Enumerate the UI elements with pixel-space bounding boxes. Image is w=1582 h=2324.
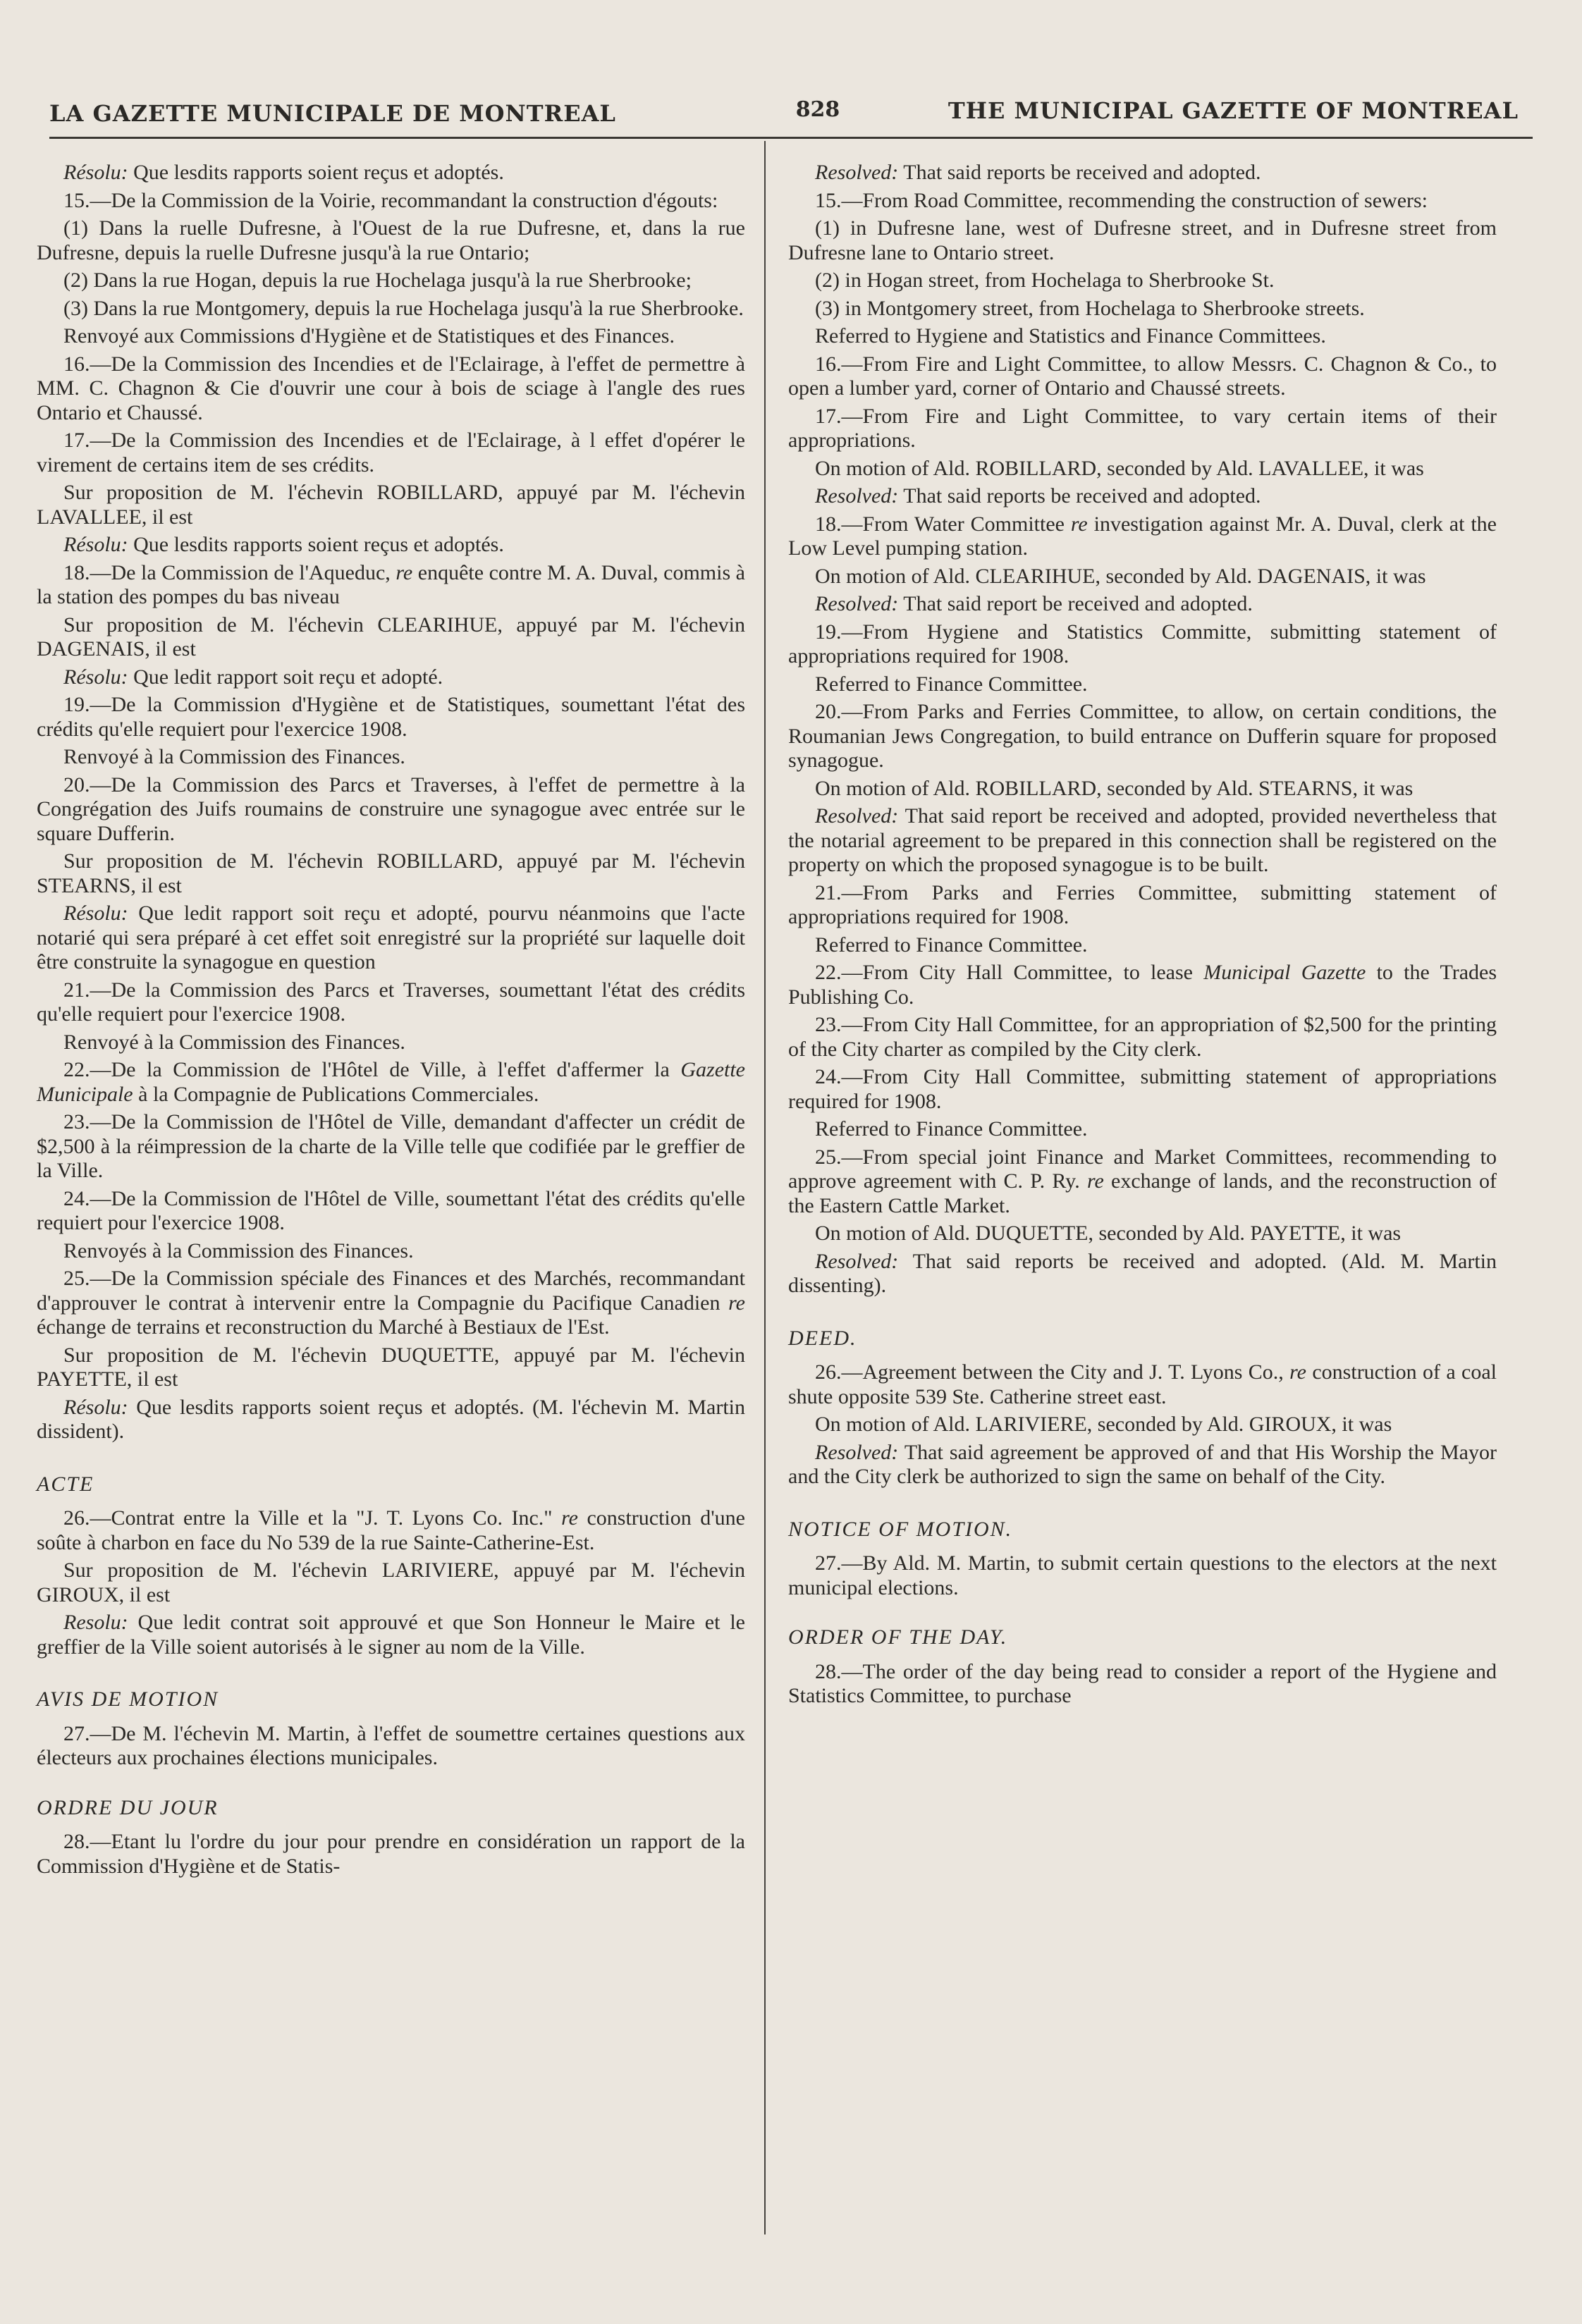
paragraph-text: That said reports be received and adopted. xyxy=(898,161,1261,184)
paragraph: Sur proposition de M. l'échevin ROBILLARD, appuyé par M. l'échevin STEARNS, il est xyxy=(37,849,745,897)
paragraph-text: 26.—Agreement between the City and J. T. Lyons Co., xyxy=(815,1360,1290,1384)
paragraph-text: construction d'une soûte à charbon en face du No 539 de la rue Sainte-Catherine-Est. xyxy=(37,1506,745,1554)
paragraph: 27.—De M. l'échevin M. Martin, à l'effet de soumettre certaines questions aux électeurs aux prochaines élections municipales. xyxy=(37,1721,745,1769)
paragraph xyxy=(37,1396,745,1444)
paragraph-text: 18.—De la Commission de l'Aqueduc, xyxy=(63,560,396,584)
paragraph-text: Que lesdits rapports soient reçus et adoptés. xyxy=(128,161,504,184)
resolution-label: Resolved: xyxy=(815,484,899,508)
paragraph xyxy=(37,1058,745,1107)
publication-title: Municipal Gazette xyxy=(1203,961,1366,984)
paragraph: Renvoyé à la Commission des Finances. xyxy=(63,1030,405,1054)
paragraph: Sur proposition de M. l'échevin CLEARIHUE, appuyé par M. l'échevin DAGENAIS, il est xyxy=(37,613,745,660)
paragraph-text: échange de terrains et reconstruction du Marché à Bestiaux de l'Est. xyxy=(37,1315,610,1339)
paragraph xyxy=(37,561,745,610)
paragraph xyxy=(788,592,1497,617)
paragraph: Referred to Finance Committee. xyxy=(815,933,1088,957)
paragraph: 23.—De la Commission de l'Hôtel de Ville, demandant d'affecter un crédit de $2,500 à la réimpression de la charte de la Ville telle que codifiée par le greffier de la Ville. xyxy=(37,1110,745,1182)
paragraph: (2) Dans la rue Hogan, depuis la rue Hochelaga jusqu'à la rue Sherbrooke; xyxy=(63,269,692,292)
paragraph-text: Que lesdits rapports soient reçus et adoptés. (M. l'échevin M. Martin dissident). xyxy=(37,1395,745,1443)
english-column xyxy=(788,161,1497,1712)
header-title-english: THE MUNICIPAL GAZETTE OF MONTREAL xyxy=(948,97,1519,124)
paragraph-text: 22.—De la Commission de l'Hôtel de Ville, à l'effet d'affermer la xyxy=(63,1058,681,1081)
section-heading: NOTICE OF MOTION. xyxy=(788,1517,1013,1541)
paragraph: 24.—De la Commission de l'Hôtel de Ville, soumettant l'état des crédits qu'elle requiert pour l'exercice 1908. xyxy=(37,1186,745,1234)
paragraph-text: That said report be received and adopted, provided nevertheless that the notarial agreement to be prepared in this connection shall be registered on the property on which the proposed synagogue is to be built. xyxy=(788,804,1497,876)
paragraph: 19.—From Hygiene and Statistics Committe, submitting statement of appropriations required for 1908. xyxy=(788,620,1497,668)
section-heading: AVIS DE MOTION xyxy=(37,1687,219,1711)
paragraph: Sur proposition de M. l'échevin DUQUETTE, appuyé par M. l'échevin PAYETTE, il est xyxy=(37,1343,745,1391)
paragraph: On motion of Ald. CLEARIHUE, seconded by Ald. DAGENAIS, it was xyxy=(815,564,1426,588)
paragraph xyxy=(37,1611,745,1659)
paragraph: 28.—Etant lu l'ordre du jour pour prendre en considération un rapport de la Commission d'Hygiène et de Statis- xyxy=(37,1830,745,1878)
paragraph xyxy=(788,804,1497,878)
resolution-label: Résolu: xyxy=(63,665,128,689)
paragraph: On motion of Ald. ROBILLARD, seconded by Ald. STEARNS, it was xyxy=(815,776,1414,800)
paragraph: 15.—De la Commission de la Voirie, recommandant la construction d'égouts: xyxy=(63,188,718,212)
resolution-label: Résolu: xyxy=(63,533,128,556)
paragraph xyxy=(37,533,745,558)
paragraph: Referred to Hygiene and Statistics and Finance Committees. xyxy=(815,324,1326,348)
column-divider xyxy=(764,141,766,2234)
paragraph: 27.—By Ald. M. Martin, to submit certain questions to the electors at the next municipal elections. xyxy=(788,1551,1497,1599)
paragraph-text: Que ledit rapport soit reçu et adopté, pourvu néanmoins que l'acte notarié qui sera préparé à cet effet soit enregistré sur la propriété sur laquelle doit être construite la synagogue en question xyxy=(37,902,745,973)
paragraph-text: à la Compagnie de Publications Commerciales. xyxy=(133,1082,539,1106)
header-rule xyxy=(49,137,1533,139)
paragraph: Referred to Finance Committee. xyxy=(815,672,1088,696)
paragraph xyxy=(788,961,1497,1009)
paragraph-text: 18.—From Water Committee xyxy=(815,512,1071,536)
paragraph: Renvoyés à la Commission des Finances. xyxy=(63,1238,414,1262)
paragraph-text: Que ledit contrat soit approuvé et que Son Honneur le Maire et le greffier de la Ville soient autorisés à le signer au nom de la Ville. xyxy=(37,1611,745,1659)
paragraph-text: That said reports be received and adopted. (Ald. M. Martin dissenting). xyxy=(788,1249,1497,1297)
paragraph: 16.—From Fire and Light Committee, to allow Messrs. C. Chagnon & Co., to open a lumber yard, corner of Ontario and Chaussé streets. xyxy=(788,352,1497,400)
re-label: re xyxy=(728,1291,745,1315)
re-label: re xyxy=(561,1506,578,1530)
paragraph: On motion of Ald. LARIVIERE, seconded by Ald. GIROUX, it was xyxy=(815,1413,1392,1436)
section-heading: ACTE xyxy=(37,1472,94,1496)
paragraph-text: That said report be received and adopted. xyxy=(898,592,1253,615)
paragraph: (1) in Dufresne lane, west of Dufresne street, and in Dufresne street from Dufresne lane to Ontario street. xyxy=(788,216,1497,264)
paragraph-text: That said reports be received and adopted. xyxy=(898,484,1261,508)
paragraph-text: 25.—De la Commission spéciale des Finances et des Marchés, recommandant d'approuver le contrat à intervenir entre la Compagnie du Pacifique Canadien xyxy=(37,1267,745,1315)
paragraph: 16.—De la Commission des Incendies et de l'Eclairage, à l'effet de permettre à MM. C. Chagnon & Cie d'ouvrir une cour à bois de sciage à l'angle des rues Ontario et Chaussé. xyxy=(37,352,745,424)
paragraph xyxy=(788,1441,1497,1489)
paragraph: 17.—From Fire and Light Committee, to vary certain items of their appropriations. xyxy=(788,404,1497,452)
paragraph: Sur proposition de M. l'échevin ROBILLARD, appuyé par M. l'échevin LAVALLEE, il est xyxy=(37,481,745,529)
re-label: re xyxy=(396,560,413,584)
resolution-label: Resolved: xyxy=(815,592,899,615)
paragraph xyxy=(788,161,1497,185)
section-heading: ORDRE DU JOUR xyxy=(37,1795,219,1819)
publication-title: Gazette Municipale xyxy=(37,1058,745,1106)
paragraph-text: Que lesdits rapports soient reçus et adoptés. xyxy=(128,533,504,556)
re-label: re xyxy=(1086,1169,1104,1193)
paragraph-text: 25.—From special joint Finance and Market Committees, recommending to approve agreement with C. P. Ry. xyxy=(788,1145,1497,1193)
paragraph: (3) Dans la rue Montgomery, depuis la rue Hochelaga jusqu'à la rue Sherbrooke. xyxy=(63,296,744,320)
paragraph: 15.—From Road Committee, recommending the construction of sewers: xyxy=(815,188,1428,212)
paragraph: 20.—De la Commission des Parcs et Traverses, à l'effet de permettre à la Congrégation des Juifs roumains de construire une synagogue avec entrée sur le square Dufferin. xyxy=(37,773,745,845)
paragraph-text: exchange of lands, and the reconstruction of the Eastern Cattle Market. xyxy=(788,1169,1497,1217)
paragraph: 21.—From Parks and Ferries Committee, submitting statement of appropriations required for 1908. xyxy=(788,880,1497,928)
paragraph: Renvoyé aux Commissions d'Hygiène et de Statistiques et des Finances. xyxy=(63,324,675,348)
paragraph xyxy=(37,902,745,975)
resolution-label: Résolu: xyxy=(63,902,128,925)
section-heading: DEED. xyxy=(788,1326,857,1350)
paragraph: 21.—De la Commission des Parcs et Traverses, soumettant l'état des crédits qu'elle requiert pour l'exercice 1908. xyxy=(37,978,745,1026)
paragraph: Sur proposition de M. l'échevin LARIVIERE, appuyé par M. l'échevin GIROUX, il est xyxy=(37,1558,745,1606)
french-column xyxy=(37,161,745,1882)
paragraph xyxy=(788,512,1497,561)
paragraph: 28.—The order of the day being read to consider a report of the Hygiene and Statistics Committee, to purchase xyxy=(788,1659,1497,1707)
paragraph: Referred to Finance Committee. xyxy=(815,1117,1088,1141)
paragraph: 24.—From City Hall Committee, submitting statement of appropriations required for 1908. xyxy=(788,1065,1497,1113)
header-title-french: LA GAZETTE MUNICIPALE DE MONTREAL xyxy=(49,100,616,127)
paragraph-text: to the Trades Publishing Co. xyxy=(788,961,1497,1009)
paragraph xyxy=(37,1267,745,1340)
re-label: re xyxy=(1070,512,1088,536)
resolution-label: Resolved: xyxy=(815,1249,899,1273)
paragraph-text: That said agreement be approved of and that His Worship the Mayor and the City clerk be authorized to sign the same on behalf of the City. xyxy=(788,1440,1497,1488)
paragraph: 20.—From Parks and Ferries Committee, to allow, on certain conditions, the Roumanian Jews Congregation, to build entrance on Dufferin square for proposed synagogue. xyxy=(788,700,1497,772)
paragraph: (2) in Hogan street, from Hochelaga to Sherbrooke St. xyxy=(815,269,1275,292)
paragraph xyxy=(37,1506,745,1555)
section-heading: ORDER OF THE DAY. xyxy=(788,1625,1008,1649)
paragraph xyxy=(788,1250,1497,1298)
resolution-label: Résolu: xyxy=(63,1395,128,1419)
paragraph-text: 26.—Contrat entre la Ville et la "J. T. Lyons Co. Inc." xyxy=(63,1506,562,1530)
resolution-label: Resolved: xyxy=(815,161,899,184)
paragraph: On motion of Ald. ROBILLARD, seconded by Ald. LAVALLEE, it was xyxy=(815,456,1424,480)
paragraph xyxy=(788,1145,1497,1219)
paragraph xyxy=(788,484,1497,509)
paragraph xyxy=(37,665,745,690)
paragraph: 19.—De la Commission d'Hygiène et de Statistiques, soumettant l'état des crédits qu'elle requiert pour l'exercice 1908. xyxy=(37,693,745,741)
paragraph: 17.—De la Commission des Incendies et de l'Eclairage, à l effet d'opérer le virement de certains item de ses crédits. xyxy=(37,429,745,477)
paragraph-text: 22.—From City Hall Committee, to lease xyxy=(815,961,1204,984)
paragraph: On motion of Ald. DUQUETTE, seconded by Ald. PAYETTE, it was xyxy=(815,1222,1402,1245)
paragraph-text: investigation against Mr. A. Duval, clerk at the Low Level pumping station. xyxy=(788,512,1497,560)
resolution-label: Resolu: xyxy=(63,1611,128,1634)
paragraph: (3) in Montgomery street, from Hochelaga to Sherbrooke streets. xyxy=(815,296,1365,320)
resolution-label: Resolved: xyxy=(815,1440,899,1464)
paragraph-text: enquête contre M. A. Duval, commis à la station des pompes du bas niveau xyxy=(37,560,745,608)
resolution-label: Resolved: xyxy=(815,804,899,828)
resolution-label: Résolu: xyxy=(63,161,128,184)
page-number: 828 xyxy=(795,97,840,122)
page-header xyxy=(49,76,1533,140)
paragraph xyxy=(37,161,745,185)
paragraph xyxy=(788,1360,1497,1409)
re-label: re xyxy=(1289,1360,1307,1384)
paragraph: 23.—From City Hall Committee, for an appropriation of $2,500 for the printing of the City charter as compiled by the City clerk. xyxy=(788,1013,1497,1061)
paragraph: (1) Dans la ruelle Dufresne, à l'Ouest de la rue Dufresne, et, dans la rue Dufresne, depuis la ruelle Dufresne jusqu'à la rue Ontario; xyxy=(37,216,745,264)
paragraph-text: construction of a coal shute opposite 539 Ste. Catherine street east. xyxy=(788,1360,1497,1408)
paragraph: Renvoyé à la Commission des Finances. xyxy=(63,745,405,768)
paragraph-text: Que ledit rapport soit reçu et adopté. xyxy=(128,665,443,689)
